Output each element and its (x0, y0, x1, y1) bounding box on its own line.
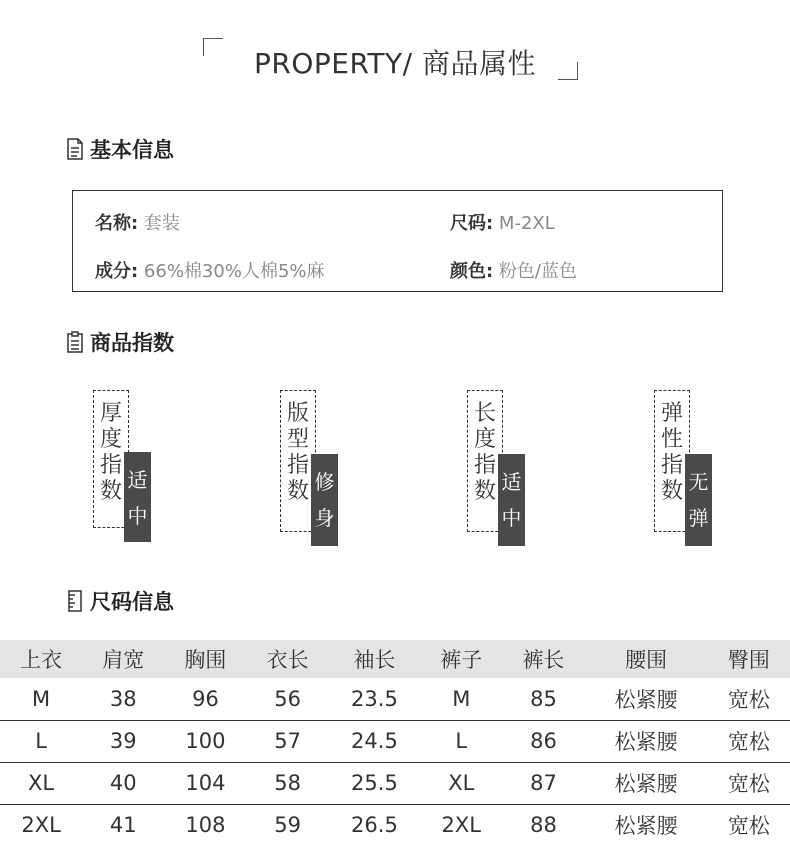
table-cell: 松紧腰 (614, 814, 678, 839)
color-value: 粉色/蓝色 (493, 261, 577, 282)
table-cell: 40 (82, 762, 164, 804)
composition-key: 成分: (95, 261, 139, 282)
table-cell: 56 (247, 678, 329, 720)
table-cell: M (0, 678, 82, 720)
section-title: 商品指数 (90, 331, 174, 355)
section-size-info (66, 586, 174, 616)
name-value: 套装 (138, 213, 180, 234)
color-key: 颜色: (450, 261, 494, 282)
table-cell: 108 (185, 813, 226, 838)
header-cell: 肩宽 (82, 640, 164, 678)
table-header-row (0, 640, 790, 678)
name-key: 名称: (95, 213, 139, 234)
header-cell: 腰围 (585, 640, 708, 678)
clipboard-icon (66, 331, 84, 353)
index-label: 弹性指数 (654, 390, 690, 532)
name-field (95, 209, 180, 235)
size-value: M-2XL (493, 213, 555, 234)
table-cell: 松紧腰 (585, 678, 708, 720)
index-label: 长度指数 (467, 390, 503, 532)
table-cell: 25.5 (329, 762, 421, 804)
table-cell: 2XL (21, 813, 61, 838)
table-cell: 26.5 (351, 813, 398, 838)
table-row (0, 762, 790, 804)
table-cell: 86 (502, 720, 584, 762)
header-bracket-right (558, 62, 578, 80)
table-cell: M (420, 678, 502, 720)
table-cell: 38 (82, 678, 164, 720)
table-row (0, 804, 790, 846)
table-cell: 100 (164, 720, 246, 762)
composition-field (95, 257, 325, 283)
header-cell: 胸围 (164, 640, 246, 678)
size-key: 尺码: (450, 213, 494, 234)
table-cell: 24.5 (329, 720, 421, 762)
table-cell: 松紧腰 (585, 762, 708, 804)
table-cell: 宽松 (708, 762, 790, 804)
table-cell: 57 (247, 720, 329, 762)
table-cell: 宽松 (708, 678, 790, 720)
header-cell: 袖长 (329, 640, 421, 678)
table-cell: 2XL (441, 813, 481, 838)
table-cell: 宽松 (708, 720, 790, 762)
table-cell: 88 (530, 813, 557, 838)
table-cell: 96 (164, 678, 246, 720)
color-field (450, 257, 577, 283)
header-cell: 裤长 (502, 640, 584, 678)
table-cell: 松紧腰 (585, 720, 708, 762)
header-cell: 臀围 (708, 640, 790, 678)
section-title: 尺码信息 (90, 590, 174, 614)
index-value: 无弹 (685, 454, 712, 546)
index-label: 厚度指数 (93, 390, 129, 528)
section-product-index (66, 327, 174, 357)
table-cell: 39 (82, 720, 164, 762)
table-row (0, 678, 790, 720)
index-value: 修身 (311, 454, 338, 546)
header-cell: 衣长 (247, 640, 329, 678)
table-cell: 宽松 (727, 814, 770, 839)
section-title: 基本信息 (90, 138, 174, 162)
section-basic-info (66, 134, 174, 164)
index-value: 适中 (124, 452, 151, 542)
table-cell: 41 (109, 813, 137, 838)
table-cell: XL (0, 762, 82, 804)
table-cell: 58 (247, 762, 329, 804)
table-cell: 85 (502, 678, 584, 720)
table-cell: 59 (274, 813, 301, 838)
table-cell: 23.5 (329, 678, 421, 720)
size-table (0, 640, 790, 846)
header-cell: 上衣 (0, 640, 82, 678)
size-field (450, 209, 555, 235)
index-value: 适中 (498, 454, 525, 546)
ruler-icon (66, 590, 84, 612)
table-cell: L (0, 720, 82, 762)
document-icon (66, 138, 84, 160)
composition-value: 66%棉30%人棉5%麻 (138, 261, 325, 282)
table-cell: L (420, 720, 502, 762)
table-cell: 104 (164, 762, 246, 804)
table-row (0, 720, 790, 762)
table-cell: 87 (502, 762, 584, 804)
page-title: PROPERTY/ 商品属性 (254, 47, 536, 80)
index-label: 版型指数 (280, 390, 316, 532)
header-cell: 裤子 (420, 640, 502, 678)
table-cell: XL (420, 762, 502, 804)
